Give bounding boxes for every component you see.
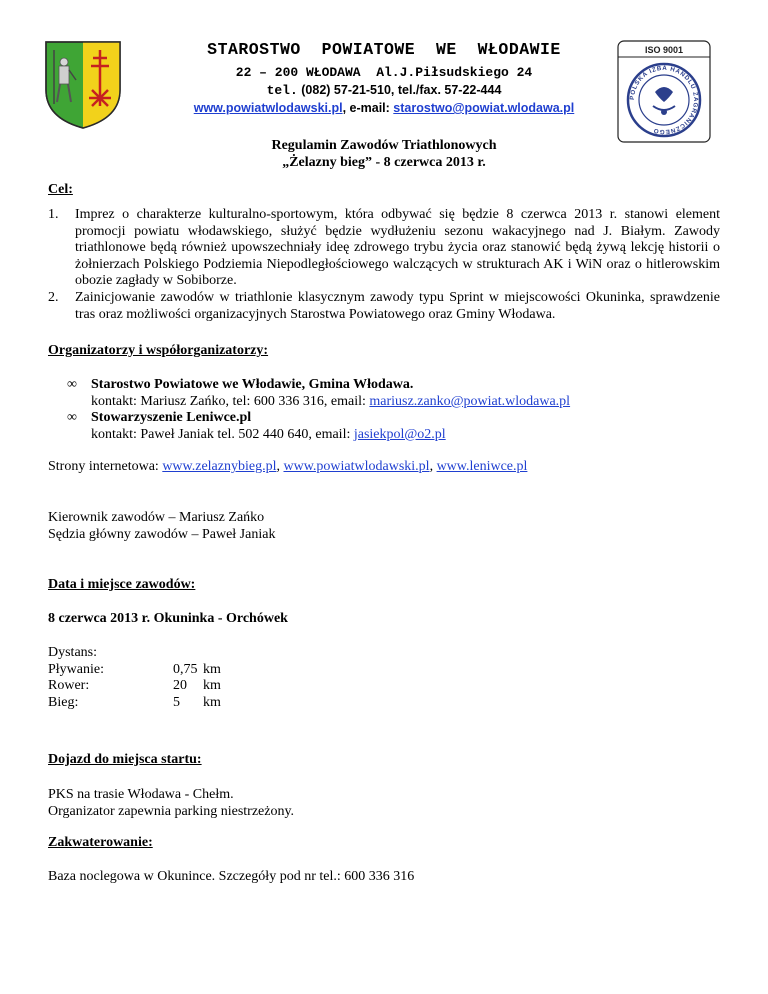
list-text: Imprez o charakterze kulturalno-sportowym, która odbywać się będzie 8 czerwca 2013 r. stanowi element promocji powiatu włodawskiego, służyć będzie wydłużeniu sezonu wakacyjnego nad J. Białym. Zawody triathlonowe będą również upowszechniały ideę zdrowego trybu życia oraz stanowić będą żywą lekcję historii o żołnierzach Polskiego Podziemia Niepodległościowego walczących w strukturach AK i WiN oraz o hitlerowskim obozie zagłady w Sobiborze. <box>75 207 720 289</box>
list-item <box>48 377 720 394</box>
transport-heading <box>48 752 720 769</box>
organizers-heading-text: Organizatorzy i współorganizatorzy: <box>48 343 269 358</box>
date-place-heading <box>48 577 720 594</box>
document-title-line2: „Żelazny bieg” - 8 czerwca 2013 r. <box>282 155 486 170</box>
distance-value: 0,75 <box>173 661 198 677</box>
officials <box>48 510 720 543</box>
list-item <box>48 290 720 323</box>
website-link[interactable]: www.powiatwlodawski.pl <box>283 459 430 474</box>
iso-seal-icon <box>617 40 711 143</box>
email-link[interactable]: starostwo@powiat.wlodawa.pl <box>393 101 575 115</box>
distance-row <box>48 695 720 712</box>
distance-unit: km <box>203 678 221 694</box>
organizer-contact <box>48 427 720 444</box>
bullet-icon: ∞ <box>67 410 77 426</box>
distance-row <box>48 678 720 695</box>
website-link[interactable]: www.zelaznybieg.pl <box>162 459 277 474</box>
contact-text: kontakt: Mariusz Zańko, tel: 600 336 316, email: <box>91 393 370 409</box>
goal-heading: Cel: <box>48 182 73 197</box>
tel-numbers: (082) 57-21-510, tel./fax. 57-22-444 <box>297 83 502 97</box>
header-web <box>160 101 608 115</box>
iso-label: ISO 9001 <box>644 45 684 55</box>
transport-line2: Organizator zapewnia parking niestrzeżony. <box>48 803 295 819</box>
email-link[interactable]: mariusz.zanko@powiat.wlodawa.pl <box>369 393 571 409</box>
email-label: , e-mail: <box>342 101 394 115</box>
distance-value: 5 <box>173 694 180 710</box>
judge-line: Sędzia główny zawodów – Paweł Janiak <box>48 526 276 542</box>
distance-value: 20 <box>173 678 187 694</box>
accommodation-heading-text: Zakwaterowanie: <box>48 835 153 850</box>
distance-unit: km <box>203 661 221 677</box>
distance-name: Pływanie: <box>48 661 104 677</box>
date-place-value: 8 czerwca 2013 r. Okuninka - Orchówek <box>48 611 288 626</box>
contact-text: kontakt: Paweł Janiak tel. 502 440 640, email: <box>91 426 354 442</box>
coat-of-arms-icon <box>44 40 122 130</box>
organizer-name: Stowarzyszenie Leniwce.pl <box>91 410 252 426</box>
accommodation-text: Baza noclegowa w Okunince. Szczegóły pod nr tel.: 600 336 316 <box>48 869 415 884</box>
bullet-icon: ∞ <box>67 377 77 392</box>
list-item <box>48 207 720 290</box>
transport-line1: PKS na trasie Włodawa - Chełm. <box>48 787 234 802</box>
header-phone <box>160 83 608 98</box>
organizers-list <box>48 377 720 443</box>
list-number: 1. <box>48 207 59 222</box>
accommodation-heading <box>48 835 720 852</box>
transport-info <box>48 787 720 820</box>
distance-row <box>48 662 720 679</box>
websites-line <box>48 459 720 476</box>
organizer-name: Starostwo Powiatowe we Włodawie, Gmina Włodawa. <box>91 377 414 392</box>
websites-label: Strony internetowa: <box>48 459 163 474</box>
list-number: 2. <box>48 289 59 305</box>
separator: , <box>276 459 284 474</box>
distances <box>48 645 720 711</box>
distance-unit: km <box>203 694 221 710</box>
tel-prefix: tel. <box>266 83 298 98</box>
email-link[interactable]: jasiekpol@o2.pl <box>353 426 446 442</box>
list-item <box>48 410 720 427</box>
distance-name: Rower: <box>48 678 90 694</box>
website-link[interactable]: www.powiatwlodawski.pl <box>193 101 343 115</box>
distances-label: Dystans: <box>48 645 97 660</box>
document-title <box>160 137 608 171</box>
goal-section <box>48 182 720 199</box>
seal-text: POLSKA IZBA HANDLU ZAGRANICZNEGO <box>628 64 700 136</box>
organizers-heading <box>48 343 720 360</box>
director-line: Kierownik zawodów – Mariusz Zańko <box>48 510 265 525</box>
header-address: 22 – 200 WŁODAWA Al.J.Piłsudskiego 24 <box>235 65 533 80</box>
organizer-contact <box>48 394 720 411</box>
header-title: STAROSTWO POWIATOWE WE WŁODAWIE <box>207 40 561 59</box>
date-place-heading-text: Data i miejsce zawodów: <box>48 577 196 592</box>
website-link[interactable]: www.leniwce.pl <box>436 459 528 474</box>
separator: , <box>429 459 437 474</box>
distance-name: Bieg: <box>48 694 79 710</box>
transport-heading-text: Dojazd do miejsca startu: <box>48 752 202 767</box>
goal-list <box>48 207 720 323</box>
list-text: Zainicjowanie zawodów w triathlonie klasycznym zawody typu Sprint w miejscowości Okuninka, sprawdzenie tras oraz możliwości organizacyjnych Starostwa Powiatowego oraz Gminy Włodawa. <box>75 289 720 322</box>
iso-certificate-badge <box>617 40 711 143</box>
document-title-line1: Regulamin Zawodów Triathlonowych <box>271 138 497 153</box>
